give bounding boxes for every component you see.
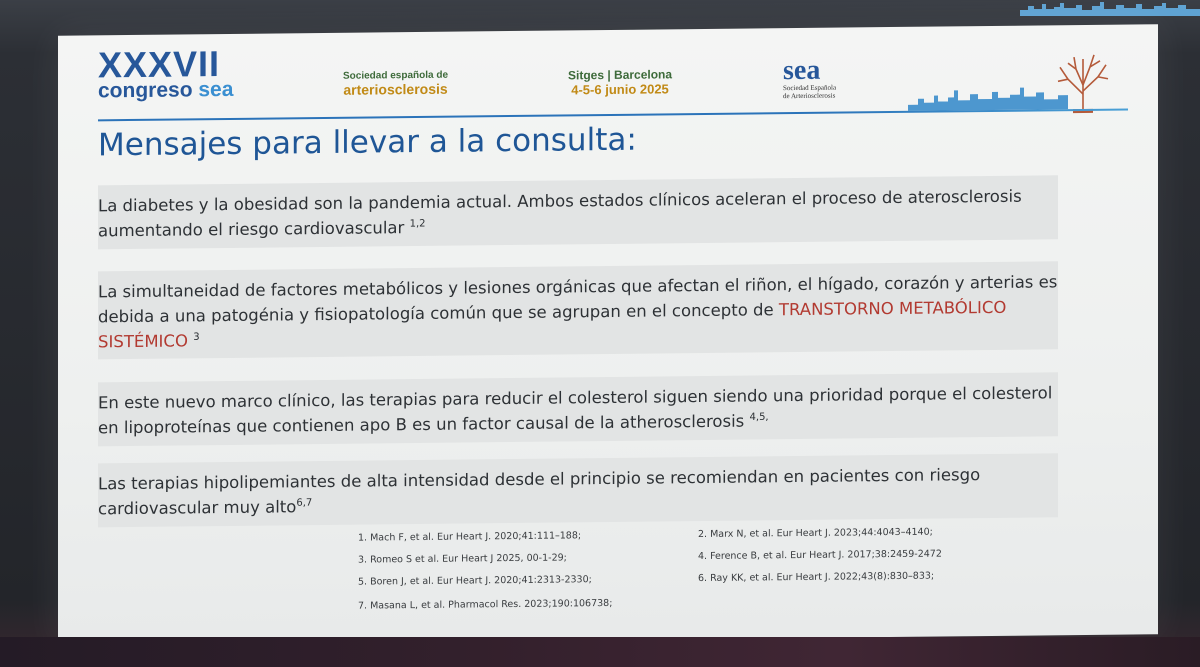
congress-number: XXXVII bbox=[98, 43, 221, 86]
venue-city: Sitges | Barcelona bbox=[568, 67, 673, 83]
message-text-4 bbox=[98, 461, 1058, 521]
congress-name bbox=[98, 78, 233, 103]
message-text-3 bbox=[98, 380, 1058, 440]
message-2-highlight: TRANSTORNO METABÓLICO SISTÉMICO bbox=[98, 297, 1007, 352]
congress-word: congreso bbox=[98, 78, 193, 103]
message-3-citation: 4,5, bbox=[749, 411, 769, 424]
venue-info bbox=[568, 67, 672, 97]
society-line2: arteriosclerosis bbox=[343, 80, 448, 98]
reference-4: 4. Ference B, et al. Eur Heart J. 2017;38:2459-2472 bbox=[698, 548, 942, 563]
reference-7: 7. Masana L, et al. Pharmacol Res. 2023;190:106738; bbox=[358, 597, 613, 612]
sea-logo bbox=[783, 54, 837, 101]
slide-title: Mensajes para llevar a la consulta: bbox=[98, 121, 637, 164]
venue-date: 4-5-6 junio 2025 bbox=[571, 81, 669, 98]
reference-2: 2. Marx N, et al. Eur Heart J. 2023;44:4043–4140; bbox=[698, 526, 933, 541]
sea-logo-line2: de Arteriosclerosis bbox=[783, 91, 836, 101]
message-text-1 bbox=[98, 183, 1058, 243]
slide-header bbox=[98, 37, 1128, 128]
society-name bbox=[343, 70, 448, 98]
reference-3: 3. Romeo S et al. Eur Heart J 2025, 00-1-29; bbox=[358, 552, 567, 566]
sea-logo-word: sea bbox=[783, 54, 821, 87]
congress-sea: sea bbox=[198, 77, 234, 102]
references bbox=[358, 525, 1038, 612]
message-2-body: La simultaneidad de factores metabólicos y lesiones orgánicas que afectan el riñon, el hígado, corazón y arterias es debida a una patogénia y fisiopatología común que se agrupan en el concepto de bbox=[98, 272, 1058, 327]
message-box-2 bbox=[98, 261, 1058, 359]
message-box-3 bbox=[98, 372, 1058, 446]
society-line1: Sociedad española de bbox=[343, 69, 449, 82]
message-2-citation: 3 bbox=[193, 331, 200, 343]
reference-6: 6. Ray KK, et al. Eur Heart J. 2022;43(8):830–833; bbox=[698, 570, 935, 585]
skyline-decoration-top bbox=[1020, 0, 1200, 16]
presentation-slide bbox=[58, 24, 1158, 646]
sea-logo-line1: Sociedad Española bbox=[783, 83, 837, 93]
message-box-4 bbox=[98, 453, 1058, 527]
message-4-citation: 6,7 bbox=[296, 497, 313, 509]
reference-1: 1. Mach F, et al. Eur Heart J. 2020;41:111–188; bbox=[358, 530, 582, 544]
message-1-body: La diabetes y la obesidad son la pandemia actual. Ambos estados clínicos aceleran el proceso de aterosclerosis aumentando el riesgo cardiovascular bbox=[98, 186, 1022, 241]
message-4-body: Las terapias hipolipemiantes de alta intensidad desde el principio se recomiendan en pacientes con riesgo cardiovascular muy alto bbox=[98, 465, 981, 519]
message-text-2 bbox=[98, 269, 1058, 354]
message-1-citation: 1,2 bbox=[409, 218, 426, 230]
stage-bottom-strip bbox=[0, 637, 1200, 667]
message-box-1 bbox=[98, 175, 1058, 249]
message-3-body: En este nuevo marco clínico, las terapias para reducir el colesterol siguen siendo una prioridad porque el colesterol en lipoproteínas que contienen apo B es un factor causal de la atherosclerosis bbox=[98, 383, 1053, 438]
reference-5: 5. Boren J, et al. Eur Heart J. 2020;41:2313-2330; bbox=[358, 574, 592, 588]
